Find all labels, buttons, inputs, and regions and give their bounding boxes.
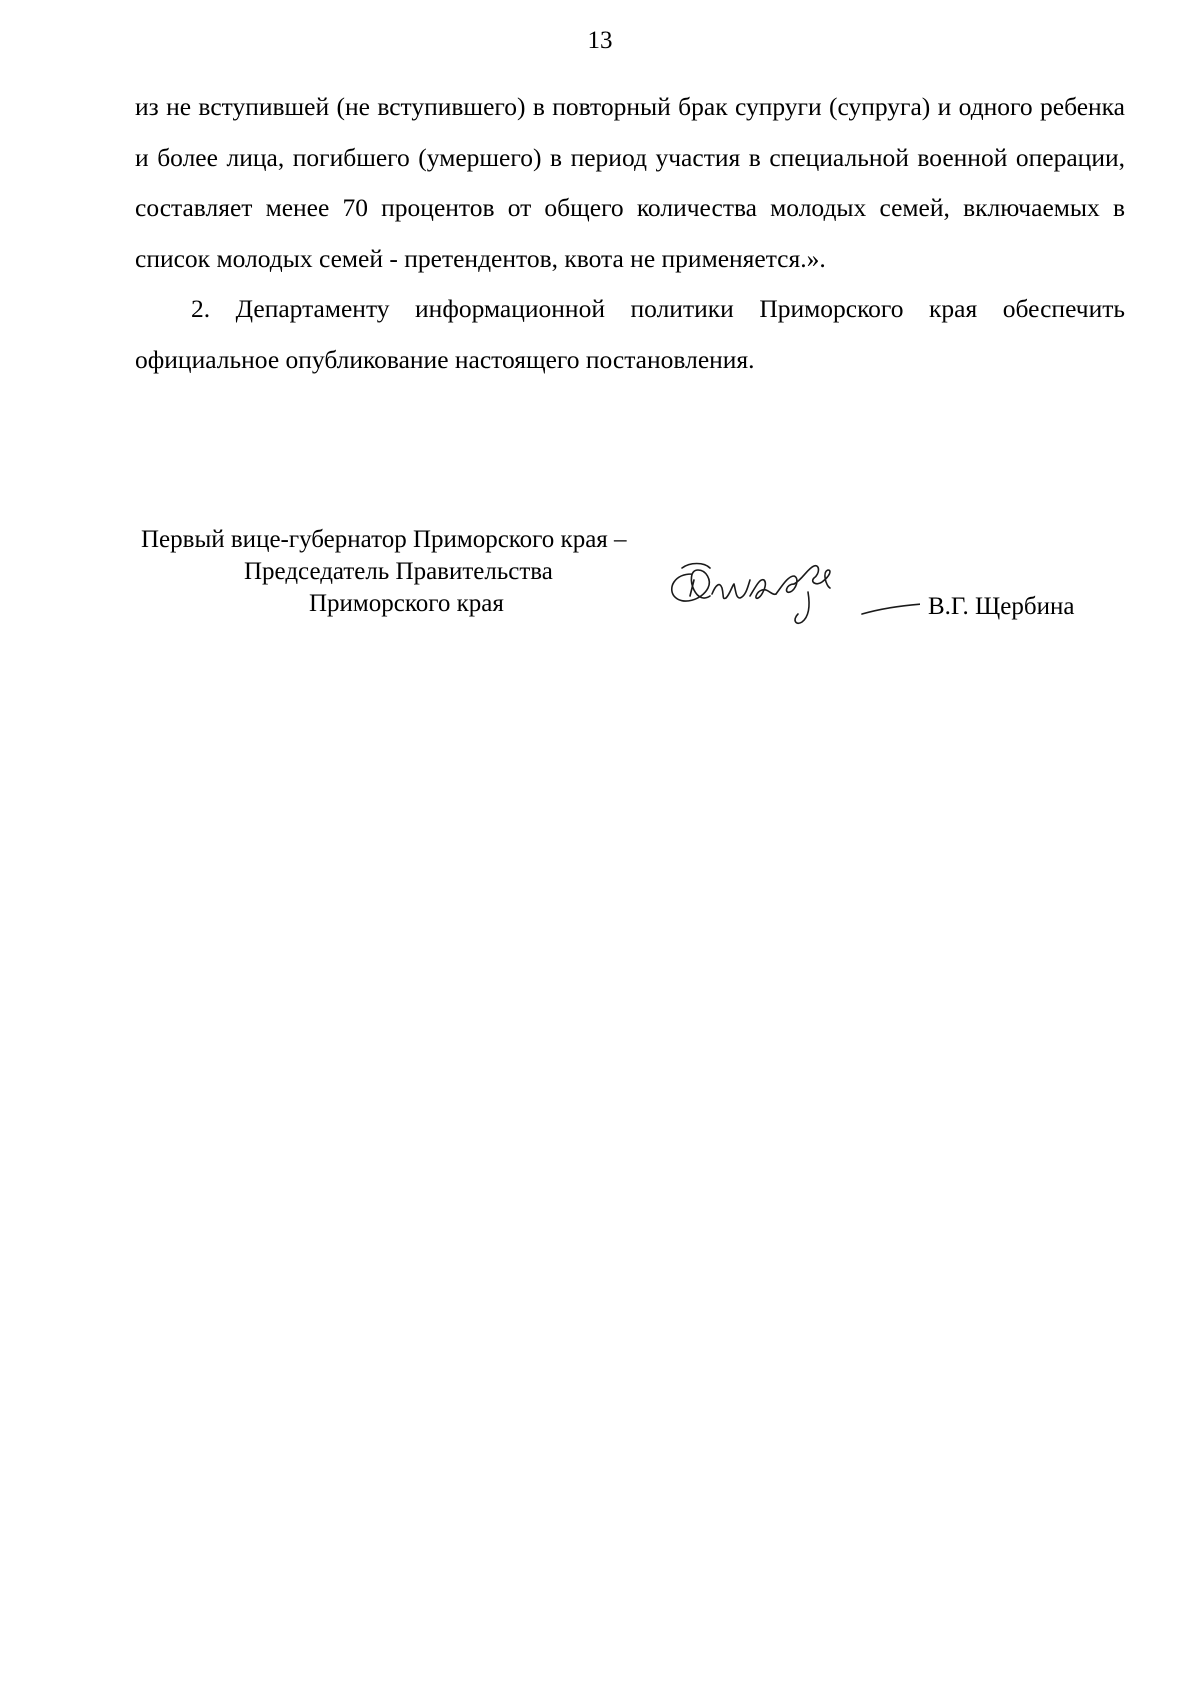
- page-number: 13: [587, 27, 613, 54]
- signatory-title-line-3: Приморского края: [309, 590, 504, 617]
- handwritten-signature: [660, 540, 920, 640]
- signatory-title-line-1: Первый вице-губернатор Приморского края –: [141, 526, 627, 553]
- paragraph-continuation: из не вступившей (не вступившего) в повторный брак супруги (супруга) и одного ребенка и более лица, погибшего (умершего) в период участия в специальной военной операции, составляет менее 70 процентов от общего количества молодых семей, включаемых в список молодых семей - претендентов, квота не применяется.».: [135, 92, 1125, 273]
- signature-block: [0, 520, 1200, 640]
- document-body: [135, 82, 1125, 385]
- paragraph-item-2: 2. Департаменту информационной политики Приморского края обеспечить официальное опубликование настоящего постановления.: [135, 294, 1125, 374]
- signer-name: В.Г. Щербина: [928, 593, 1075, 620]
- signatory-title-line-2: Председатель Правительства: [244, 558, 553, 585]
